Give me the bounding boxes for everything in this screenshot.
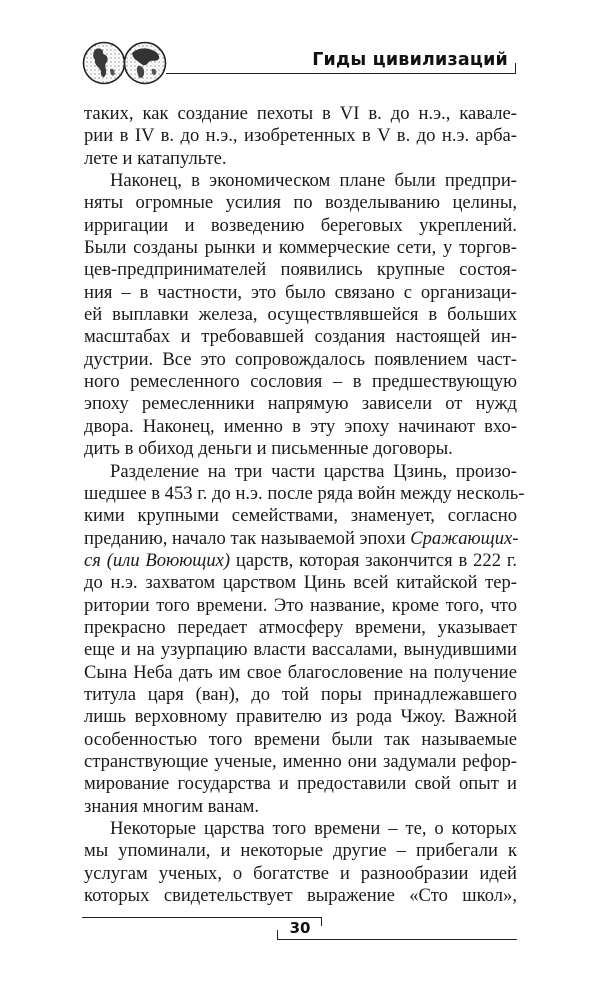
footer-rule-tick	[321, 917, 322, 926]
footer-rule-tick	[277, 930, 278, 939]
text-line: цев-предпринимателей появились крупные состоя-	[84, 259, 517, 281]
text-line: эпоху ремесленники напрямую зависели от нужд	[84, 393, 517, 415]
text-line: которых свидетельствует выражение «Сто школ»,	[84, 885, 517, 907]
italic-term: Сражающих-	[410, 527, 519, 549]
text-line: няты огромные усилия по возделыванию целины,	[84, 192, 517, 214]
header-rule-tick	[515, 63, 516, 74]
text-line: мирование государства и предоставили свой опыт и	[84, 773, 517, 795]
body-text	[84, 103, 525, 907]
text-line: масштабах и требовавшей создания настоящей ин-	[84, 326, 517, 348]
page-number: 30	[289, 919, 311, 937]
text-line: лишь верховному правителю из рода Чжоу. Важной	[84, 706, 517, 728]
text-line: кими крупными семействами, знаменует, согласно	[84, 505, 517, 527]
text-line: ния – в частности, это было связано с организаци-	[84, 281, 517, 303]
text-segment: царств, которая закончится в 222 г.	[230, 549, 517, 571]
paragraph	[84, 460, 525, 819]
text-line: дустрии. Все это сопровождалось появлением част-	[84, 348, 517, 370]
text-line	[84, 550, 517, 572]
paragraph	[84, 170, 517, 460]
text-line: двора. Наконец, именно в эту эпоху начинают вхо-	[84, 415, 517, 437]
footer-rule-top	[82, 917, 322, 918]
text-line	[84, 528, 517, 550]
text-line: титула царя (ван), до той поры принадлежавшего	[84, 683, 517, 705]
text-line: услугам ученых, о богатстве и разнообразии идей	[84, 862, 517, 884]
two-globes-icon	[82, 41, 168, 85]
text-line: особенностью того времени были так называемые	[84, 728, 517, 750]
text-line: странствующие ученые, именно они задумали рефор-	[84, 750, 517, 772]
italic-term: ся (или Воюющих)	[84, 549, 231, 571]
text-line: еще и на узурпацию власти вассалами, вынудившими	[84, 639, 517, 661]
text-line: шедшее в 453 г. до н.э. после ряда войн между несколь-	[84, 482, 525, 504]
paragraph	[84, 818, 517, 907]
running-title: Гиды цивилизаций	[312, 50, 508, 70]
text-line: Некоторые царства того времени – те, о которых	[110, 818, 517, 839]
footer-rule-bottom	[277, 939, 517, 940]
text-line: ей выплавки железа, осуществлявшейся в больших	[84, 304, 517, 326]
text-segment: преданию, начало так называемой эпохи	[84, 527, 411, 549]
text-line: Были созданы рынки и коммерческие сети, у торгов-	[84, 237, 517, 259]
text-line: прекрасно передает атмосферу времени, указывает	[84, 616, 517, 638]
text-line: рии в IV в. до н.э., изобретенных в V в. до н.э. арба-	[84, 125, 517, 147]
text-line: до н.э. захватом царством Цинь всей китайской тер-	[84, 572, 517, 594]
text-line: лете и катапульте.	[84, 147, 227, 169]
text-line: дить в обиход деньги и письменные договоры.	[84, 438, 453, 460]
text-line: Разделение на три части царства Цзинь, произо-	[110, 460, 517, 482]
text-line: таких, как создание пехоты в VI в. до н.э., кавале-	[84, 103, 517, 124]
text-line: знания многим ванам.	[84, 795, 260, 817]
text-line: ного ремесленного сословия – в предшествующую	[84, 371, 517, 393]
text-line: Сына Неба дать им свое благословение на получение	[84, 661, 517, 683]
text-line: Наконец, в экономическом плане были предпри-	[110, 170, 517, 192]
page-header	[0, 0, 600, 95]
text-line: мы упоминали, и некоторые другие – прибегали к	[84, 840, 517, 862]
text-line: ирригации и возведению береговых укреплений.	[84, 214, 517, 236]
header-rule	[166, 73, 516, 74]
text-line: ритории того времени. Это название, кроме того, что	[84, 594, 517, 616]
paragraph	[84, 103, 517, 170]
